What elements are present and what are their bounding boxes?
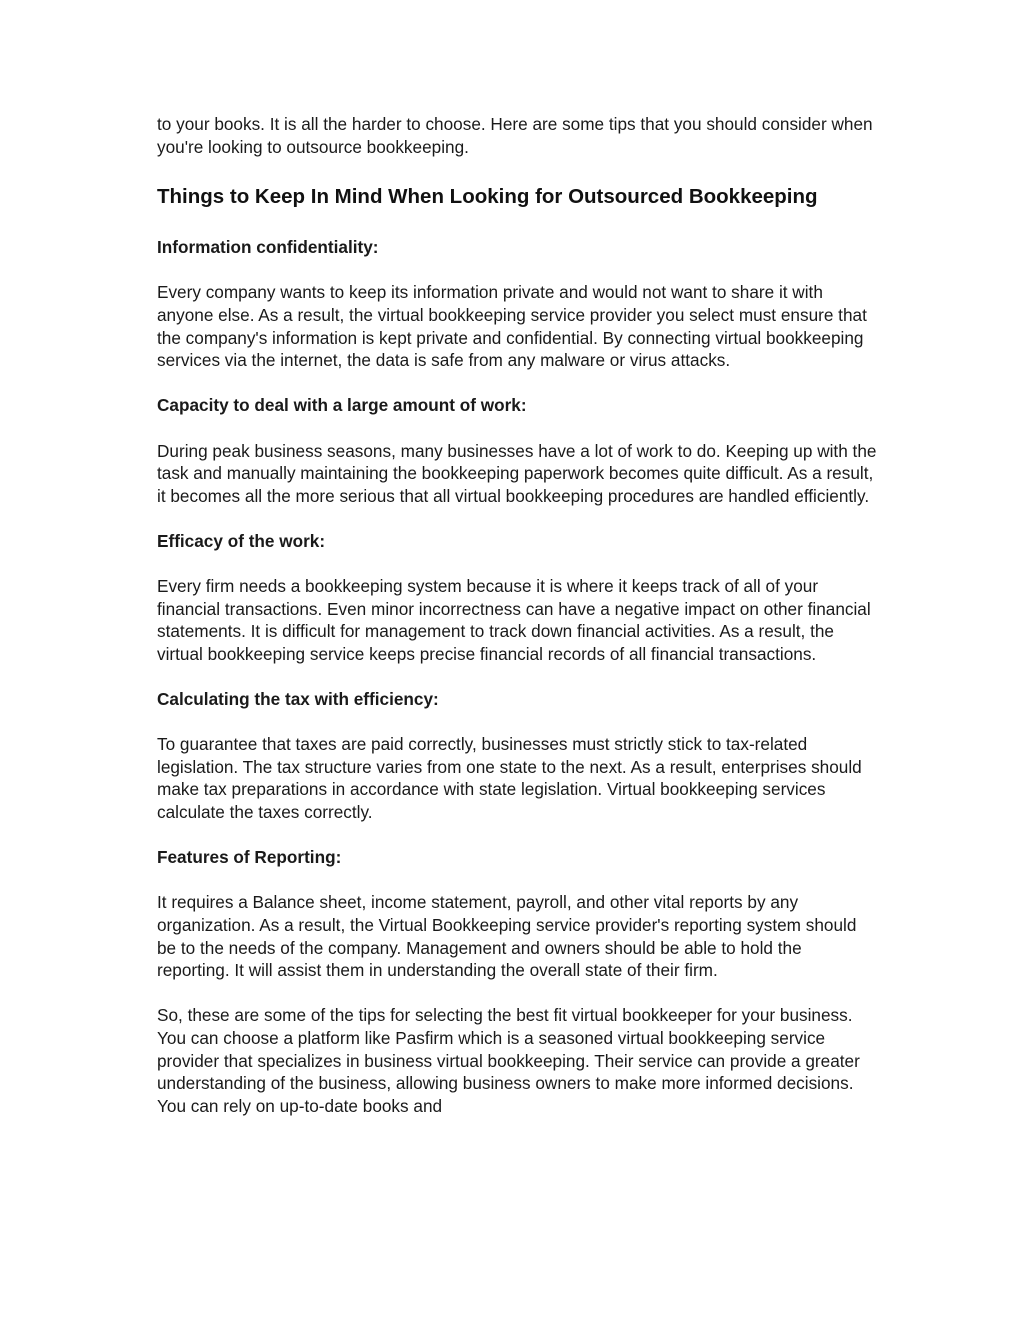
intro-paragraph: to your books. It is all the harder to choose. Here are some tips that you should consider when you're looking to outsource bookkeeping. [157,114,873,157]
subheading-capacity: Capacity to deal with a large amount of work: [157,395,527,416]
paragraph-capacity: During peak business seasons, many businesses have a lot of work to do. Keeping up with the task and manually maintaining the bookkeeping paperwork becomes quite difficult. As a result, it becomes all the more serious that all virtual bookkeeping procedures are handled efficiently. [157,440,877,506]
section-heading: Things to Keep In Mind When Looking for Outsourced Bookkeeping [157,185,818,209]
subheading-efficacy: Efficacy of the work: [157,530,326,551]
subheading-information-confidentiality: Information confidentiality: [157,237,379,258]
closing-paragraph: So, these are some of the tips for selecting the best fit virtual bookkeeper for your business. You can choose a platform like Pasfirm which is a seasoned virtual bookkeeping service provider that specializes in business virtual bookkeeping. Their service can provide a greater understanding of the business, allowing business owners to make more informed decisions. You can rely on up-to-date books and [157,1005,860,1116]
paragraph-information-confidentiality: Every company wants to keep its information private and would not want to share it with anyone else. As a result, the virtual bookkeeping service provider you select must ensure that the company's information is kept private and confidential. By connecting virtual bookkeeping services via the internet, the data is safe from any malware or virus attacks. [157,282,867,371]
paragraph-tax: To guarantee that taxes are paid correctly, businesses must strictly stick to tax-related legislation. The tax structure varies from one state to the next. As a result, enterprises should make tax preparations in accordance with state legislation. Virtual bookkeeping services calculate the taxes correctly. [157,734,862,823]
subheading-tax: Calculating the tax with efficiency: [157,689,439,710]
paragraph-reporting: It requires a Balance sheet, income statement, payroll, and other vital reports by any organization. As a result, the Virtual Bookkeeping service provider's reporting system should be to the needs of the company. Management and owners should be able to hold the reporting. It will assist them in understanding the overall state of their firm. [157,892,857,981]
paragraph-efficacy: Every firm needs a bookkeeping system because it is where it keeps track of all of your financial transactions. Even minor incorrectness can have a negative impact on other financial statements. It is difficult for management to track down financial activities. As a result, the virtual bookkeeping service keeps precise financial records of all financial transactions. [157,576,871,664]
document-page [157,113,877,1140]
subheading-reporting: Features of Reporting: [157,847,342,868]
